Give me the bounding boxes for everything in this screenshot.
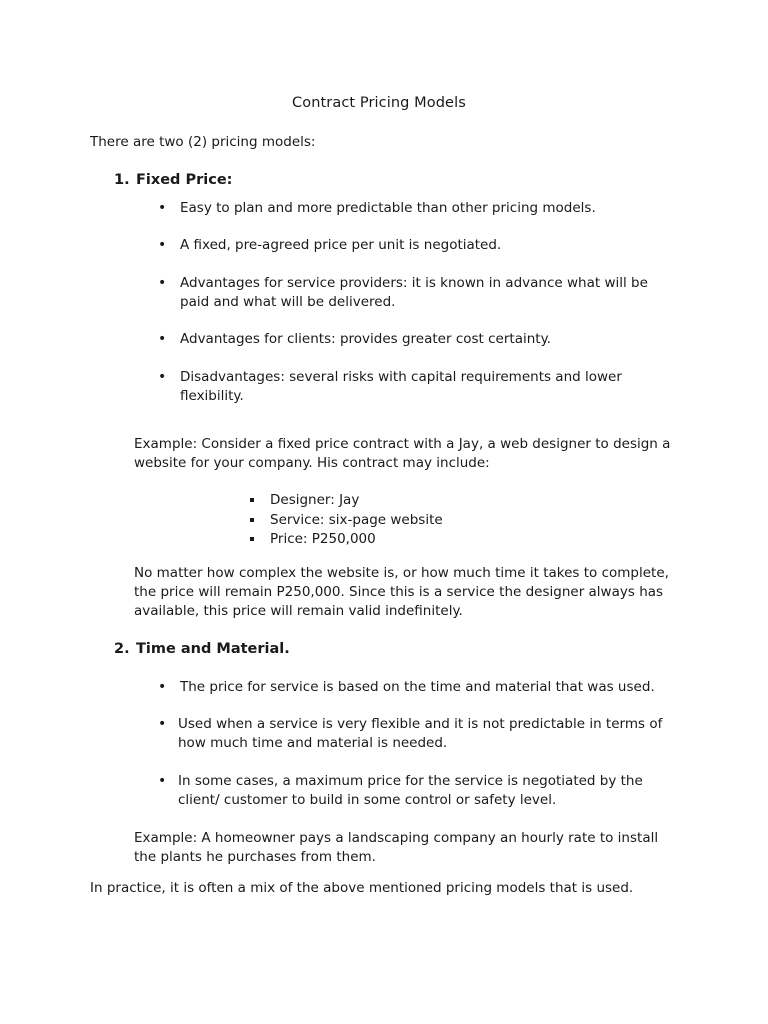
list-item: • A fixed, pre-agreed price per unit is negotiated. <box>158 237 502 253</box>
list-item: Service: six-page website <box>250 511 550 530</box>
list-item: • The price for service is based on the time and material that was used. <box>158 679 655 695</box>
square-bullet-icon <box>250 498 254 502</box>
list-item: • Easy to plan and more predictable than other pricing models. <box>158 200 596 216</box>
example-paragraph: Example: Consider a fixed price contract with a Jay, a web designer to design a website for your company. His contract may include: <box>134 436 671 471</box>
example-paragraph-2: Example: A homeowner pays a landscaping company an hourly rate to install the plants he purchases from them. <box>134 830 659 865</box>
intro-text: There are two (2) pricing models: <box>90 134 316 150</box>
bullet-icon: • <box>158 275 167 291</box>
section-2-title: Time and Material. <box>136 641 290 657</box>
bullet-icon: • <box>158 679 167 695</box>
list-item: • Used when a service is very flexible and it is not predictable in terms of how much time and material is needed. <box>158 716 663 751</box>
square-bullet-icon <box>250 537 254 541</box>
bullet-icon: • <box>158 237 167 253</box>
section-1-heading <box>114 171 232 190</box>
closing-paragraph: No matter how complex the website is, or how much time it takes to complete, the price will remain P250,000. Since this is a service the designer always has available, this price will remain valid indefinitely. <box>134 565 669 619</box>
section-2-number: 2. <box>114 641 130 657</box>
bullet-icon: • <box>158 773 167 789</box>
bullet-icon: • <box>158 369 167 385</box>
section-2-heading <box>114 640 290 659</box>
square-bullet-icon <box>250 518 254 522</box>
bullet-icon: • <box>158 331 167 347</box>
section-1-number: 1. <box>114 172 130 188</box>
conclusion-text: In practice, it is often a mix of the above mentioned pricing models that is used. <box>90 880 634 896</box>
section-1-title: Fixed Price: <box>136 172 233 188</box>
list-item: • Disadvantages: several risks with capital requirements and lower flexibility. <box>158 369 622 404</box>
list-item: • In some cases, a maximum price for the service is negotiated by the client/ customer to build in some control or safety level. <box>158 773 643 808</box>
list-item: • Advantages for clients: provides greater cost certainty. <box>158 331 551 347</box>
list-item: Price: P250,000 <box>250 530 550 549</box>
list-item: Designer: Jay <box>250 491 550 510</box>
page-title: Contract Pricing Models <box>292 95 466 111</box>
list-item: • Advantages for service providers: it is known in advance what will be paid and what will be delivered. <box>158 275 648 310</box>
bullet-icon: • <box>158 200 167 216</box>
bullet-icon: • <box>158 716 167 732</box>
